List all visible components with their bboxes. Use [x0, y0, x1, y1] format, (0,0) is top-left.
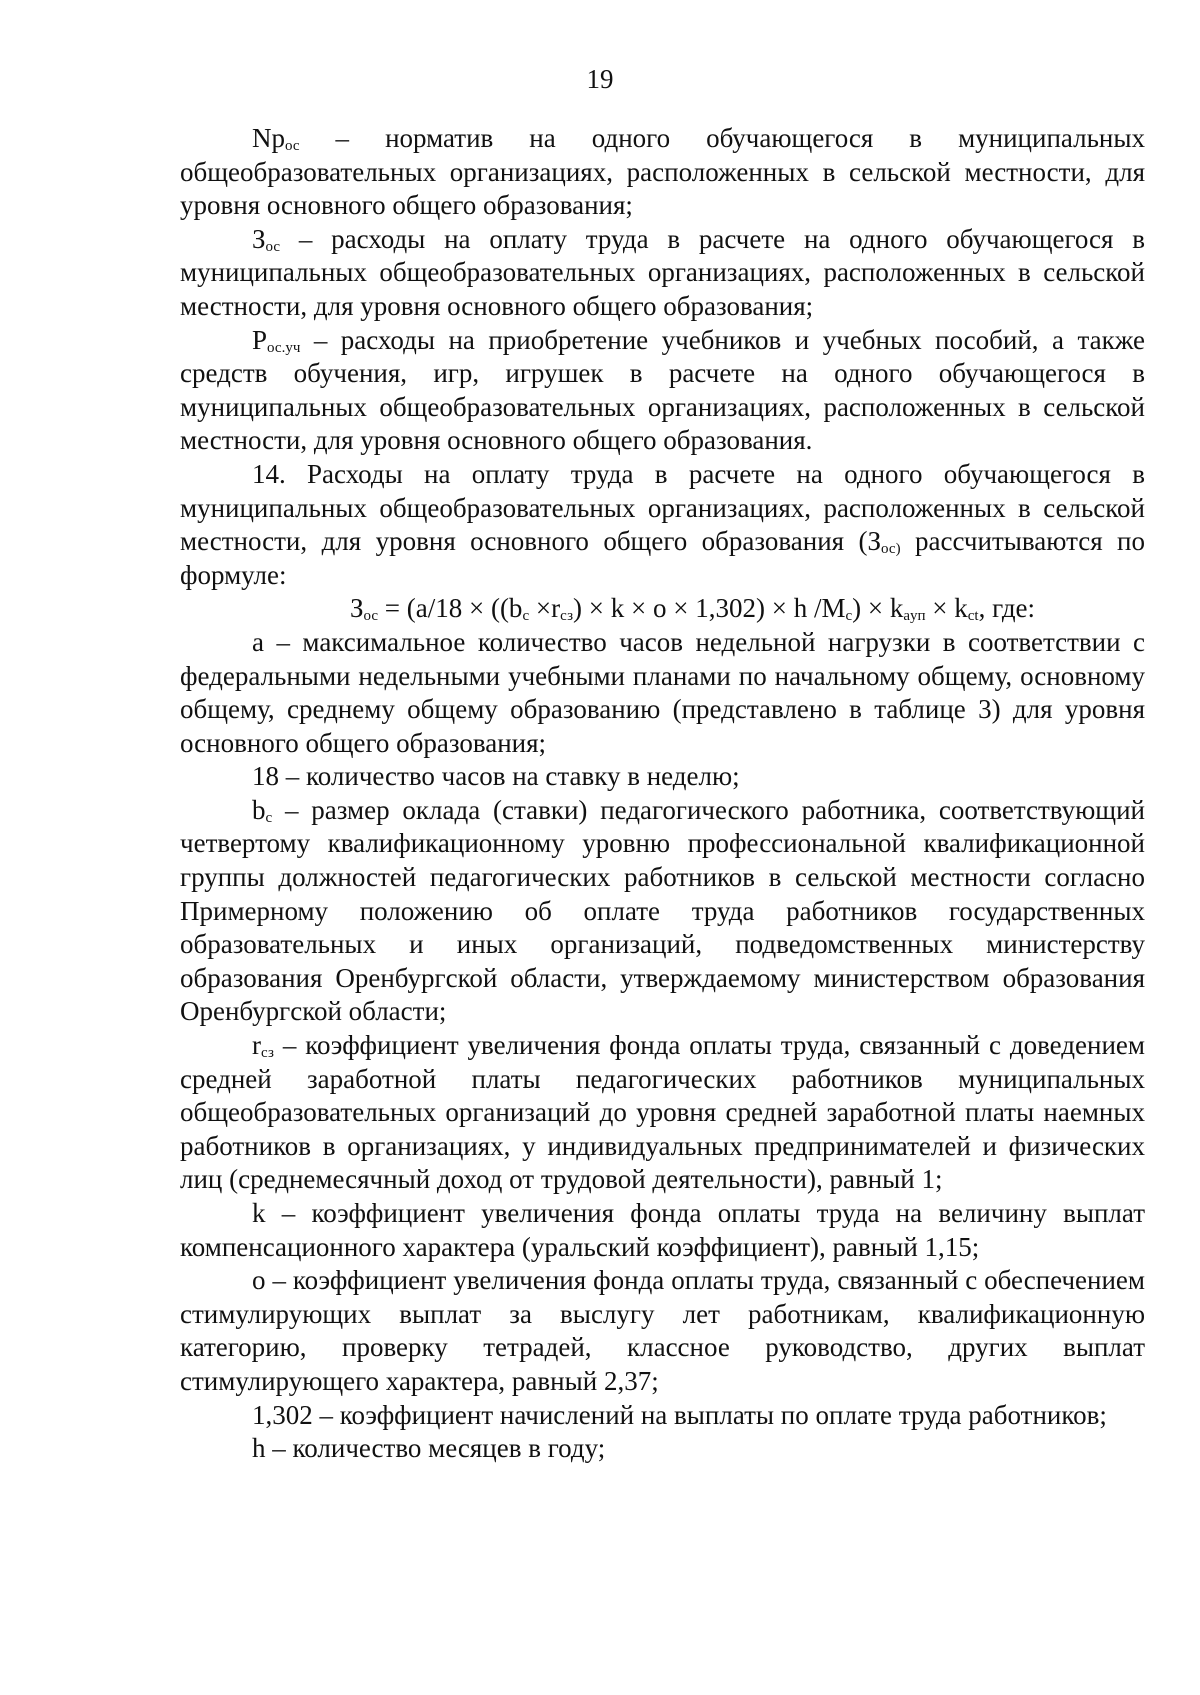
definition-a — [180, 626, 1145, 760]
definition-1302 — [180, 1399, 1145, 1433]
definition-r-oc-uch — [180, 324, 1145, 458]
definition-r-sz — [180, 1029, 1145, 1197]
definition-text: 1,302 – коэффициент начислений на выплаты по оплате труда работников; — [252, 1399, 1107, 1430]
definition-text: o – коэффициент увеличения фонда оплаты труда, связанный с обеспечением стимулирующих выплат за выслугу лет работникам, квалификационную категорию, проверку тетрадей, классное руководство, других выплат стимулирующего характера, равный 2,37; — [180, 1265, 1145, 1396]
formula — [180, 592, 1145, 626]
formula-subscript: аyп — [903, 608, 926, 625]
formula-part: , где: — [978, 593, 1036, 624]
formula-subscript: сз — [560, 608, 574, 625]
definition-z-oc — [180, 223, 1145, 324]
symbol: Np — [252, 123, 285, 153]
definition-np-oc — [180, 122, 1145, 223]
page-number: 19 — [586, 64, 614, 94]
definition-18 — [180, 760, 1145, 794]
symbol-subscript: ос.уч — [267, 339, 301, 356]
symbol: b — [252, 794, 266, 825]
formula-part: ×r — [529, 593, 561, 624]
definition-text: h – количество месяцев в году; — [252, 1433, 606, 1464]
definition-text: а – максимальное количество часов недельной нагрузки в соответствии с федеральными недельными учебными планами по начальному общему, основному общему, среднему общему образованию (представлено в таблице 3) для уровня основного общего образования; — [180, 626, 1145, 758]
symbol-subscript: с — [265, 809, 273, 826]
paragraph-text: 14. Расходы на оплату труда в расчете на одного обучающегося в муниципальных общеобразовательных организациях, расположенных в сельской местности, для уровня основного общего образования (З — [180, 458, 1145, 557]
definition-text: – расходы на приобретение учебников и учебных пособий, а также средств обучения, игр, игрушек в расчете на одного обучающегося в муниципальных общеобразовательных организациях, расположенных в сельской местности, для уровня основного общего образования. — [180, 324, 1145, 456]
paragraph-tail: рассчитываются по формуле: — [180, 526, 1145, 590]
formula-part: × k — [925, 593, 968, 624]
definition-text: 18 – количество часов на ставку в неделю; — [252, 761, 740, 792]
section-14-paragraph — [180, 458, 1145, 592]
formula-subscript: ct — [967, 608, 979, 625]
formula-subscript: с — [845, 608, 853, 625]
formula-part: ) × k × o × 1,302) × h /M — [573, 593, 846, 624]
symbol-subscript: ос) — [881, 541, 901, 558]
symbol: Р — [252, 324, 268, 355]
definition-h — [180, 1432, 1145, 1466]
symbol-subscript: сз — [261, 1045, 274, 1062]
symbol: З — [252, 223, 266, 254]
definition-b-c — [180, 794, 1145, 1029]
formula-part: З — [349, 593, 364, 624]
formula-subscript: ос — [363, 608, 379, 625]
symbol: r — [252, 1030, 261, 1061]
document-body — [180, 122, 1145, 1466]
definition-k — [180, 1197, 1145, 1264]
formula-subscript: с — [522, 608, 530, 625]
definition-text: – размер оклада (ставки) педагогического работника, соответствующий четвертому квалификационному уровню профессиональной квалификационной группы должностей педагогических работников в сельской местности согласно Примерному положению об оплате труда работников государственных образовательных и иных организаций, подведомственных министерству образования Оренбургской области, утверждаемому министерством образования Оренбургской области; — [180, 794, 1145, 1027]
symbol-subscript: ос — [285, 138, 300, 154]
formula-part: = (a/18 × ((b — [378, 593, 523, 624]
definition-text: – норматив на одного обучающегося в муниципальных общеобразовательных организациях, расположенных в сельской местности, для уровня основного общего образования; — [180, 123, 1145, 221]
formula-part: ) × k — [852, 593, 904, 624]
definition-o — [180, 1264, 1145, 1398]
definition-text: – расходы на оплату труда в расчете на одного обучающегося в муниципальных общеобразовательных организациях, расположенных в сельской местности, для уровня основного общего образования; — [180, 223, 1145, 321]
symbol-subscript: ос — [265, 238, 281, 255]
definition-text: k – коэффициент увеличения фонда оплаты труда на величину выплат компенсационного характера (уральский коэффициент), равный 1,15; — [180, 1198, 1145, 1262]
definition-text: – коэффициент увеличения фонда оплаты труда, связанный с доведением средней заработной платы педагогических работников муниципальных общеобразовательных организаций до уровня средней заработной платы наемных работников в организациях, у индивидуальных предпринимателей и физических лиц (среднемесячный доход от трудовой деятельности), равный 1; — [180, 1030, 1145, 1195]
